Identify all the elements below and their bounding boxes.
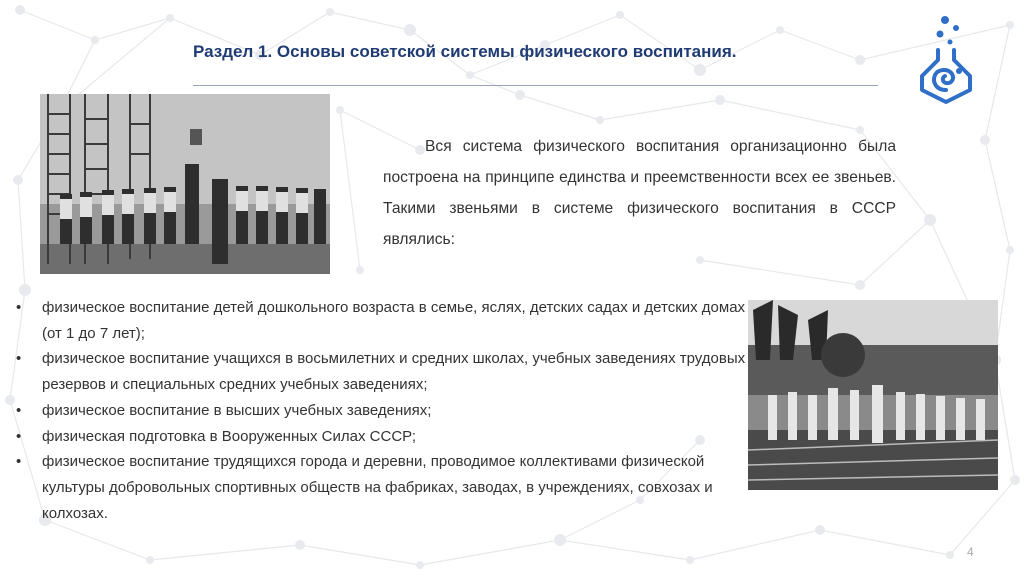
slide-title: Раздел 1. Основы советской системы физического воспитания.	[193, 42, 737, 61]
intro-paragraph-text: Вся система физического воспитания организационно была построена на принципе единства и преемственности всех ее звеньев. Такими звеньями в системе физического воспитания в СССР являлись:	[383, 138, 896, 248]
bullet-marker: •	[16, 299, 22, 316]
title-divider	[193, 85, 878, 86]
bullet-marker: •	[16, 401, 22, 419]
list-item	[16, 295, 746, 346]
intro-paragraph	[383, 131, 896, 255]
list-item-text: физическое воспитание в высших учебных заведениях;	[42, 401, 432, 419]
page-number: 4	[967, 545, 974, 559]
list-item-text: физическое воспитание трудящихся города и деревни, проводимое коллективами физической культуры добровольных спортивных обществ на фабриках, заводах, в учреждениях, совхозах и колхозах.	[42, 453, 713, 522]
bullet-marker: •	[16, 427, 22, 445]
list-item-text: физическое воспитание учащихся в восьмилетних и средних школах, учебных заведениях трудовых резервов и специальных средних учебных заведениях;	[42, 350, 746, 394]
list-item-text: физическое воспитание детей дошкольного возраста в семье, яслях, детских садах и детских домах (от 1 до 7 лет);	[42, 299, 746, 342]
flask-spiral-logo-icon	[914, 14, 978, 108]
bullet-marker: •	[16, 453, 22, 471]
list-item	[16, 346, 746, 397]
list-item	[16, 449, 746, 526]
list-item	[16, 424, 746, 450]
list-item	[16, 398, 746, 424]
bullet-marker: •	[16, 350, 22, 368]
gymnastics-hall-photo	[40, 94, 330, 274]
list-item-text: физическая подготовка в Вооруженных Силах СССР;	[42, 427, 416, 445]
sports-parade-photo	[748, 300, 998, 490]
bullet-list	[16, 295, 746, 526]
